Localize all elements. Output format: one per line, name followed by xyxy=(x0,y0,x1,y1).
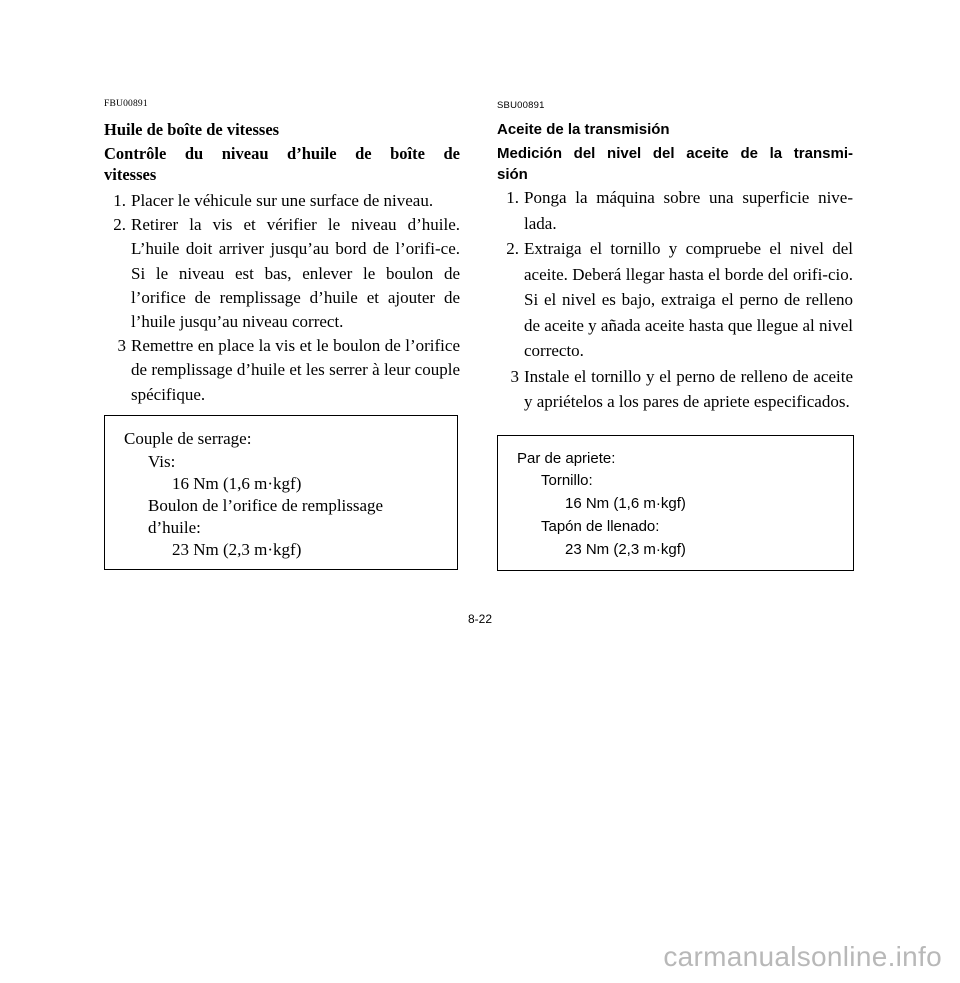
step-item xyxy=(104,213,460,334)
watermark: carmanualsonline.info xyxy=(663,941,942,972)
section-subtitle-line2: sión xyxy=(497,166,528,183)
section-subtitle-line1: Contrôle du niveau d’huile de boîte de xyxy=(104,144,460,163)
torque-item-label: Tapón de llenado: xyxy=(541,518,660,535)
step-text: Retirer la vis et vérifier le niveau d’huile. L’huile doit arriver jusqu’au bord de l’orifi-ce. Si le niveau est bas, enlever le boulon de l’orifice de remplissage d’huile et ajouter de l’huile jusqu’au niveau correct. xyxy=(131,215,460,332)
step-text: Placer le véhicule sur une surface de niveau. xyxy=(131,191,434,210)
torque-heading: Par de apriete: xyxy=(517,450,616,467)
section-code: SBU00891 xyxy=(497,100,545,111)
torque-item-value: 23 Nm (2,3 m·kgf) xyxy=(565,541,686,558)
step-text: Remettre en place la vis et le boulon de l’orifice de remplissage d’huile et les serrer à leur couple spécifique. xyxy=(131,336,460,404)
page-number: 8-22 xyxy=(467,612,493,626)
section-title: Aceite de la transmisión xyxy=(497,121,670,138)
instruction-steps xyxy=(104,189,460,407)
step-number: 1. xyxy=(506,188,519,207)
step-item xyxy=(497,364,853,415)
torque-item-value: 23 Nm (2,3 m·kgf) xyxy=(172,540,302,559)
step-item xyxy=(104,334,460,407)
torque-item-value: 16 Nm (1,6 m·kgf) xyxy=(172,474,302,493)
section-code: FBU00891 xyxy=(104,99,148,109)
torque-spec-box xyxy=(104,415,458,570)
step-item xyxy=(497,185,853,236)
step-number: 2. xyxy=(506,239,519,258)
section-subtitle-line1: Medición del nivel del aceite de la transmi- xyxy=(497,145,853,162)
step-number: 2. xyxy=(113,215,126,235)
step-item xyxy=(497,236,853,364)
step-item xyxy=(104,189,460,213)
step-text: Instale el tornillo y el perno de relleno de aceite y apriételos a los pares de apriete especificados. xyxy=(524,366,853,411)
instruction-steps xyxy=(497,185,853,415)
step-number: 3 xyxy=(510,366,519,386)
torque-item-label: Boulon de l’orifice de remplissage xyxy=(148,496,384,515)
torque-item-value: 16 Nm (1,6 m·kgf) xyxy=(565,495,686,512)
step-number: 1. xyxy=(113,191,126,210)
step-number: 3 xyxy=(117,336,126,356)
torque-item-label: d’huile: xyxy=(148,518,201,537)
torque-item-label: Vis: xyxy=(148,452,176,471)
section-title: Huile de boîte de vitesses xyxy=(104,120,280,139)
section-subtitle-line2: vitesses xyxy=(104,165,157,184)
torque-spec-box xyxy=(497,435,854,571)
step-text: Extraiga el tornillo y compruebe el nivel del aceite. Deberá llegar hasta el borde del orifi-cio. Si el nivel es bajo, extraiga el perno de relleno de aceite y añada aceite hasta que llegue al nivel correcto. xyxy=(524,239,853,360)
step-text: Ponga la máquina sobre una superficie nive-lada. xyxy=(524,188,853,233)
torque-item-label: Tornillo: xyxy=(541,472,593,489)
torque-heading: Couple de serrage: xyxy=(124,429,252,448)
